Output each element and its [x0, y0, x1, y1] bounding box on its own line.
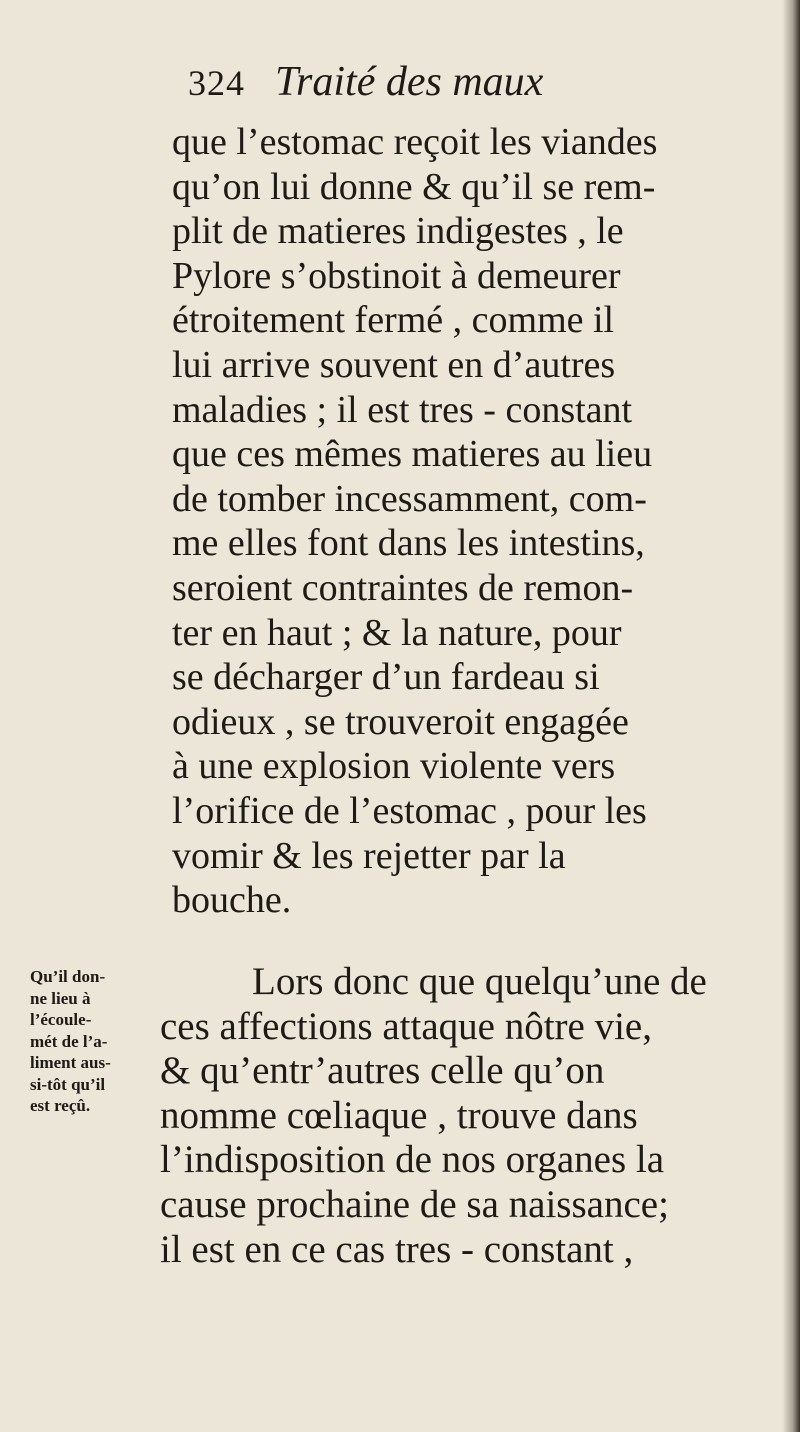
margin-note-line: ne lieu à [30, 988, 91, 1008]
text-line: Pylore s’obstinoit à demeurer [172, 254, 621, 297]
page-header [188, 58, 543, 118]
text-line: seroient contraintes de remon- [172, 566, 634, 609]
text-line: ter en haut ; & la nature, pour [172, 611, 622, 654]
text-line: que l’estomac reçoit les viandes [172, 121, 658, 163]
margin-note-line: Qu’il don- [30, 967, 106, 986]
text-line: me elles font dans les intestins, [172, 522, 645, 565]
text-line: bouche. [172, 879, 292, 922]
margin-note [30, 966, 154, 1117]
text-line: qu’on lui donne & qu’il se rem- [172, 165, 656, 208]
text-line: l’indisposition de nos organes la [160, 1138, 665, 1182]
margin-note-line: mét de l’a- [30, 1031, 108, 1051]
text-line: vomir & les rejetter par la [172, 834, 566, 877]
text-line: il est en ce cas tres - constant , [160, 1227, 634, 1271]
text-line: que ces mêmes matieres au lieu [172, 433, 653, 476]
text-line: maladies ; il est tres - constant [172, 388, 633, 431]
text-line: nomme cœliaque , trouve dans [160, 1093, 638, 1137]
text-line: de tomber incessamment, com- [172, 477, 647, 520]
page-edge-shadow [782, 0, 800, 1432]
text-line: l’orifice de l’estomac , pour les [172, 789, 647, 832]
margin-note-line: l’écoule- [30, 1010, 92, 1029]
text-line: Lors donc que quelqu’une de [252, 960, 707, 1003]
paragraph-2 [160, 960, 780, 1272]
margin-note-line: si-tôt qu’il [30, 1074, 106, 1094]
text-line: plit de matieres indigestes , le [172, 210, 624, 253]
running-head: Traité des maux [275, 59, 544, 105]
text-line: se décharger d’un fardeau si [172, 656, 600, 699]
page-number: 324 [188, 63, 245, 103]
text-line: cause prochaine de sa naissance; [160, 1182, 669, 1226]
text-line: ces affections attaque nôtre vie, [160, 1004, 652, 1048]
margin-note-line: liment aus- [30, 1053, 111, 1072]
paragraph-1 [172, 120, 772, 923]
text-line: lui arrive souvent en d’autres [172, 343, 616, 386]
text-line: étroitement fermé , comme il [172, 299, 615, 342]
margin-note-line: est reçû. [30, 1096, 91, 1115]
text-line: odieux , se trouveroit engagée [172, 700, 629, 743]
text-line: à une explosion violente vers [172, 745, 616, 788]
text-line: & qu’entr’autres celle qu’on [160, 1049, 605, 1093]
